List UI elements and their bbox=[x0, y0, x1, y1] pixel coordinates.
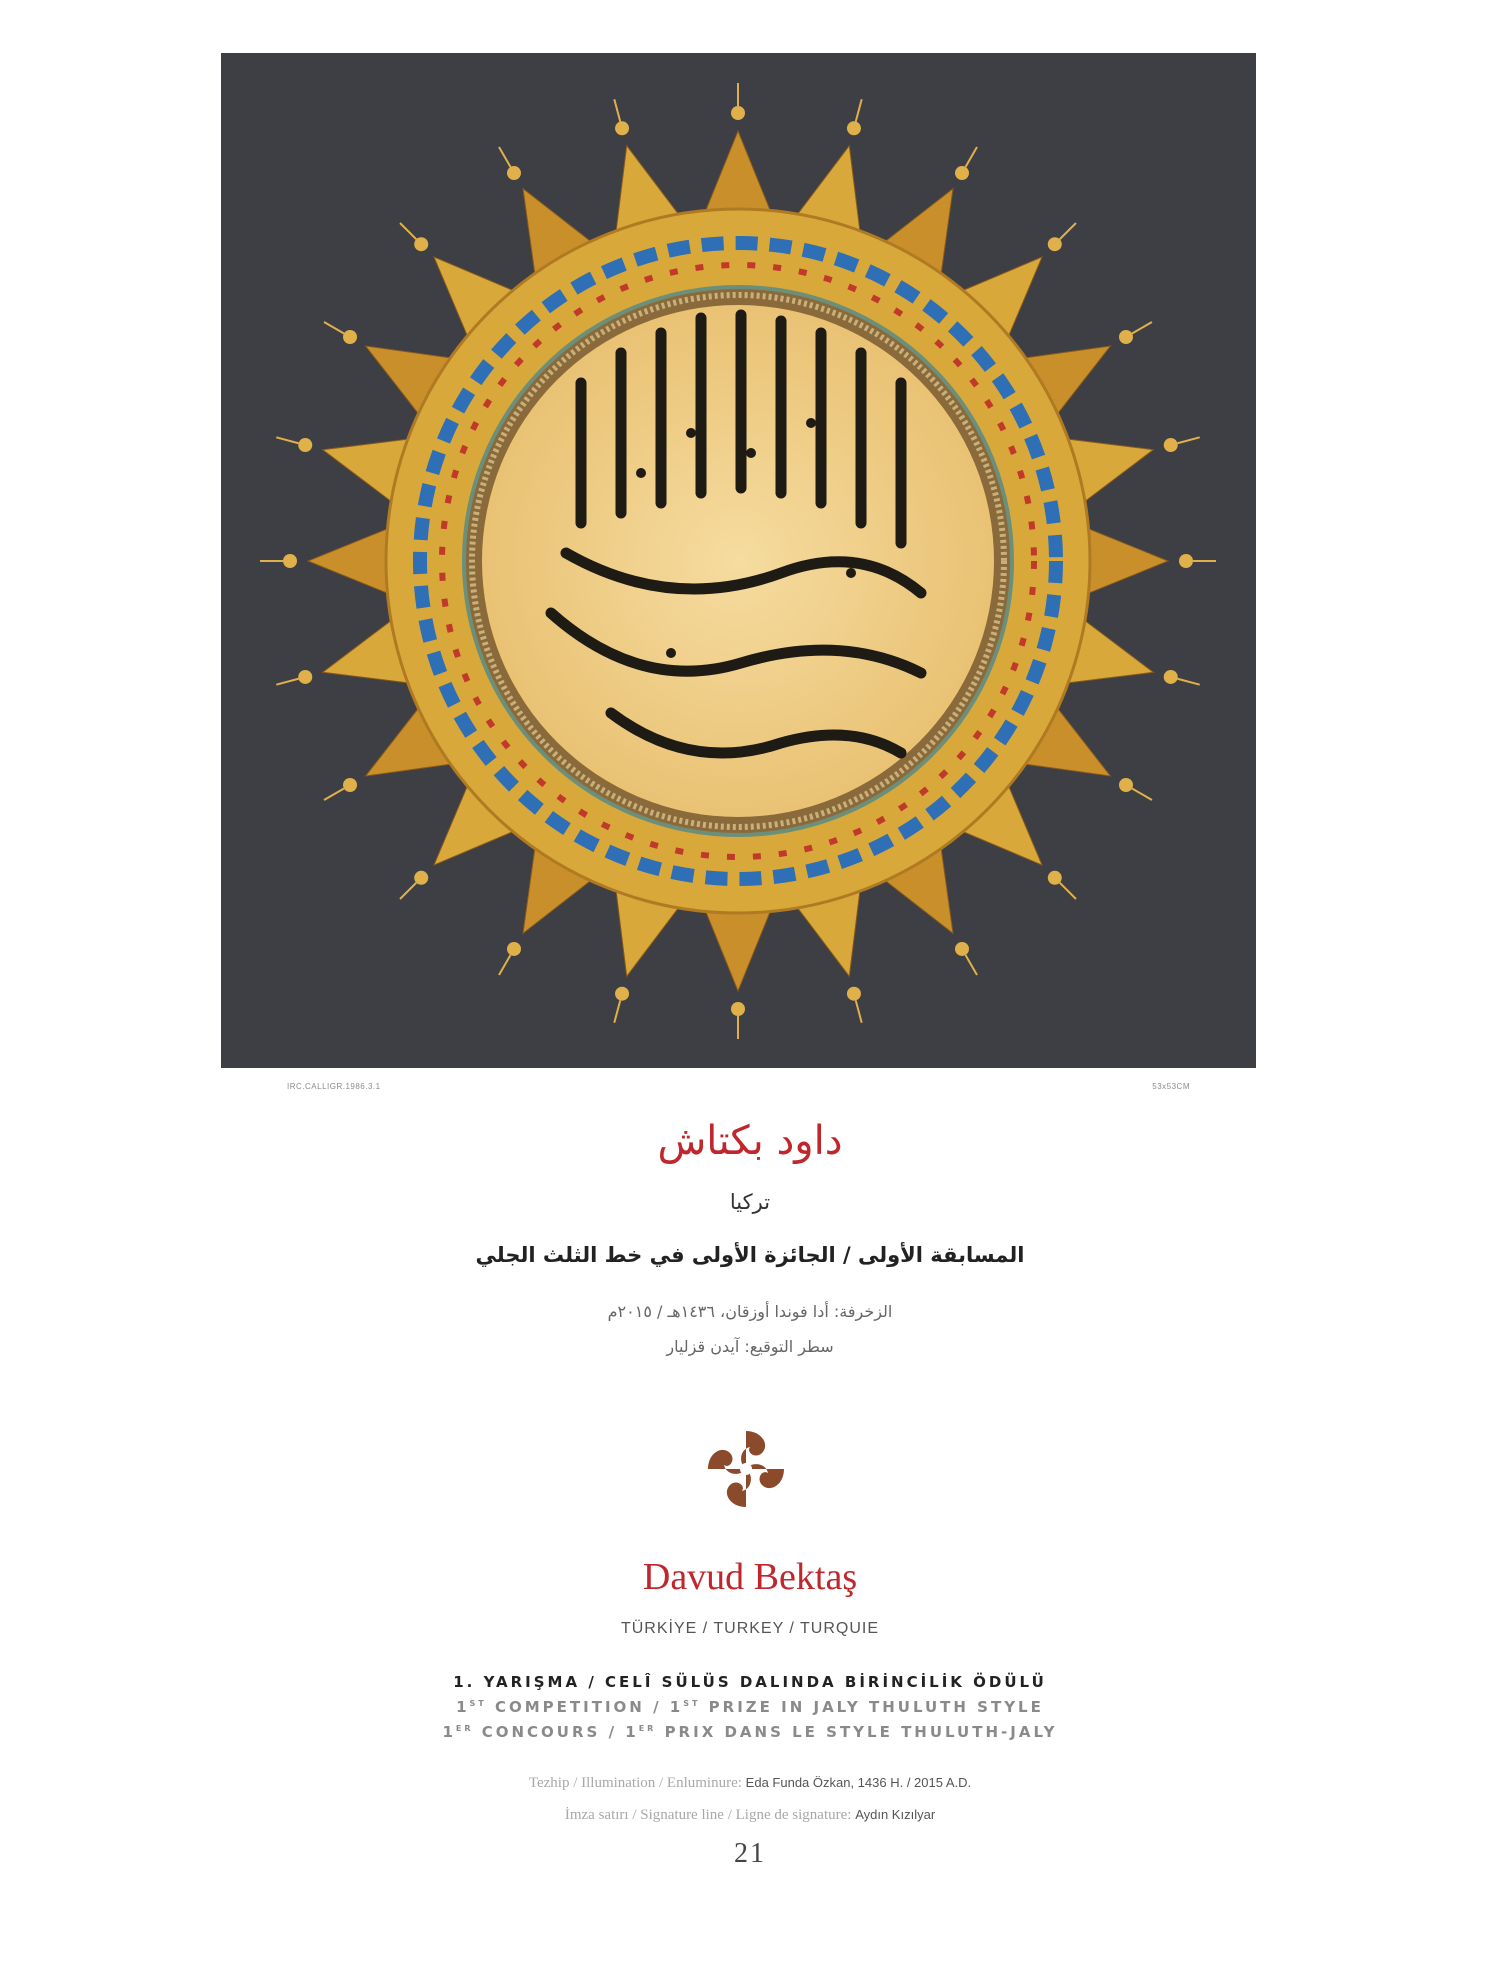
competition-english: 1ST COMPETITION / 1ST PRIZE IN JALY THULUTH STYLE bbox=[456, 1698, 1044, 1716]
ray-finial bbox=[414, 871, 428, 885]
ray-finial bbox=[283, 554, 297, 568]
ray-spike bbox=[499, 955, 511, 975]
ray-finial bbox=[507, 166, 521, 180]
catalog-number: IRC.CALLIGR.1986.3.1 bbox=[287, 1082, 381, 1091]
dimensions: 53x53CM bbox=[1152, 1082, 1190, 1091]
ray-finial bbox=[847, 987, 861, 1001]
signature-credit bbox=[0, 1807, 1500, 1824]
ray-spike bbox=[614, 1000, 620, 1022]
latin-artist-name: Davud Bektaş bbox=[642, 1556, 858, 1598]
ray-spike bbox=[400, 223, 416, 239]
ray-spike bbox=[1132, 789, 1152, 801]
ray-finial bbox=[298, 670, 312, 684]
ray-spike bbox=[499, 147, 511, 167]
competition-french: 1ER CONCOURS / 1ER PRIX DANS LE STYLE THULUTH-JALY bbox=[442, 1723, 1058, 1741]
ray-spike bbox=[1060, 223, 1076, 239]
artwork-caption bbox=[221, 1082, 1256, 1096]
arabic-artist-name: داود بكتاش bbox=[657, 1118, 843, 1164]
ray-spike bbox=[1177, 679, 1199, 685]
page-number: 21 bbox=[734, 1838, 766, 1869]
ray-spike bbox=[1060, 883, 1076, 899]
illumination-credit bbox=[0, 1775, 1500, 1792]
ray-finial bbox=[847, 121, 861, 135]
ray-finial bbox=[1164, 438, 1178, 452]
signature-value: Aydın Kızılyar bbox=[855, 1807, 936, 1822]
ray-spike bbox=[276, 437, 298, 443]
ray-finial bbox=[615, 121, 629, 135]
ray-spike bbox=[324, 789, 344, 801]
ray-finial bbox=[1179, 554, 1193, 568]
organization-emblem-icon bbox=[700, 1423, 792, 1515]
arabic-award: المسابقة الأولى / الجائزة الأولى في خط الثلث الجلي bbox=[475, 1243, 1025, 1267]
ray-finial bbox=[507, 942, 521, 956]
ray-finial bbox=[414, 237, 428, 251]
ray-spike bbox=[614, 99, 620, 121]
ray-spike bbox=[276, 679, 298, 685]
illuminated-medallion bbox=[221, 53, 1256, 1068]
calligraphy-artwork bbox=[221, 53, 1256, 1068]
ray-spike bbox=[400, 883, 416, 899]
arabic-signature-credit: سطر التوقيع: آيدن قزليار bbox=[666, 1337, 834, 1356]
competition-turkish: 1. YARIŞMA / CELÎ SÜLÜS DALINDA BİRİNCİLİK ÖDÜLÜ bbox=[453, 1673, 1047, 1691]
signature-label: İmza satırı / Signature line / Ligne de signature: bbox=[564, 1807, 852, 1823]
illumination-value: Eda Funda Özkan, 1436 H. / 2015 A.D. bbox=[745, 1775, 972, 1790]
ray-finial bbox=[731, 106, 745, 120]
ray-finial bbox=[298, 438, 312, 452]
ray-spike bbox=[324, 322, 344, 334]
ray-finial bbox=[1048, 237, 1062, 251]
ray-finial bbox=[343, 778, 357, 792]
ray-finial bbox=[1119, 330, 1133, 344]
ray-spike bbox=[966, 955, 978, 975]
ray-spike bbox=[856, 99, 862, 121]
ray-spike bbox=[1177, 437, 1199, 443]
ray-spike bbox=[856, 1000, 862, 1022]
arabic-illumination-credit: الزخرفة: أدا فوندا أوزقان، ١٤٣٦هـ / ٢٠١٥م bbox=[607, 1302, 893, 1321]
latin-country: TÜRKİYE / TURKEY / TURQUIE bbox=[620, 1620, 880, 1637]
arabic-country: تركيا bbox=[729, 1190, 771, 1214]
ray-spike bbox=[966, 147, 978, 167]
ray-finial bbox=[1048, 871, 1062, 885]
ray-finial bbox=[955, 166, 969, 180]
ray-finial bbox=[1119, 778, 1133, 792]
ray-finial bbox=[1164, 670, 1178, 684]
ray-spike bbox=[1132, 322, 1152, 334]
ray-finial bbox=[615, 987, 629, 1001]
ray-finial bbox=[731, 1002, 745, 1016]
ray-finial bbox=[343, 330, 357, 344]
illumination-label: Tezhip / Illumination / Enluminure: bbox=[528, 1775, 742, 1791]
ray-finial bbox=[955, 942, 969, 956]
